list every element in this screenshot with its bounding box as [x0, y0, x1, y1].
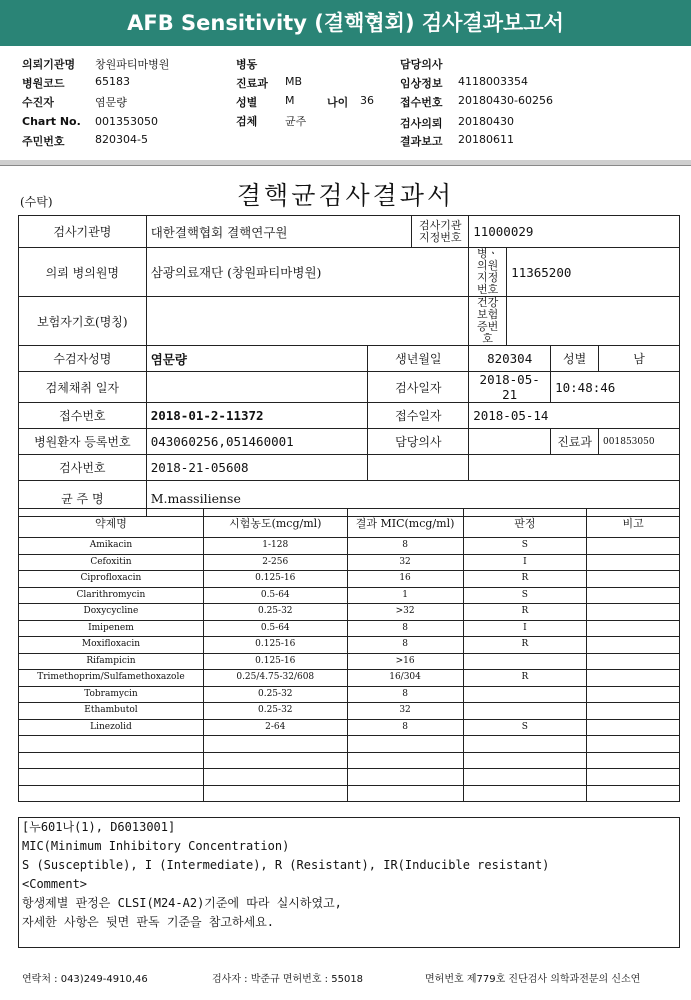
reg-no-label: 병원환자 등록번호 — [19, 429, 147, 455]
drug-name-cell: Tobramycin — [19, 686, 204, 703]
hospital-code-value: 65183 — [95, 75, 130, 88]
chart-value: 001353050 — [95, 115, 158, 128]
report-title: AFB Sensitivity (결핵협회) 검사결과보고서 — [127, 11, 564, 35]
interpretation-cell: R — [463, 637, 587, 654]
mic-cell: 32 — [347, 554, 463, 571]
drug-sensitivity-table — [18, 508, 680, 802]
consignment-mark: (수탁) — [20, 195, 53, 209]
drug-name-cell: Amikacin — [19, 538, 204, 555]
drug-name-cell: Doxycycline — [19, 604, 204, 621]
resident-value: 820304-5 — [95, 133, 148, 146]
dept-label-cell: 진료과 — [551, 429, 599, 455]
receipt-no-label: 접수번호 — [19, 403, 147, 429]
receipt-date-value: 2018-05-14 — [469, 403, 680, 429]
age-value: 36 — [360, 94, 374, 107]
mic-cell: 8 — [347, 538, 463, 555]
mic-cell: 16 — [347, 571, 463, 588]
test-no-value: 2018-21-05608 — [146, 455, 368, 481]
concentration-cell: 0.125-16 — [203, 653, 347, 670]
interpretation-cell — [463, 785, 587, 802]
patient-name-label: 수검자성명 — [19, 346, 147, 372]
table-row — [19, 670, 680, 687]
hospital-label: 의뢰 병의원명 — [19, 248, 147, 297]
strain-value: M.massiliense — [146, 481, 679, 517]
comment-heading: <Comment> — [22, 877, 88, 891]
drug-name-cell — [19, 752, 204, 769]
dob-label: 생년월일 — [368, 346, 469, 372]
institution-value: 창원파티마병원 — [95, 58, 170, 71]
interpretation-cell: I — [463, 620, 587, 637]
lab-name-label: 검사기관명 — [19, 216, 147, 248]
interpretation-cell: R — [463, 604, 587, 621]
receipt-date-label: 접수일자 — [368, 403, 469, 429]
chart-label: Chart No. — [22, 115, 81, 128]
age-label: 나이 — [327, 96, 349, 109]
remark-cell — [587, 670, 680, 687]
doctor-label-cell: 담당의사 — [368, 429, 469, 455]
remark-cell — [587, 719, 680, 736]
remark-cell — [587, 554, 680, 571]
mic-cell: 8 — [347, 719, 463, 736]
concentration-cell: 0.5-64 — [203, 620, 347, 637]
doctor-value-cell — [469, 429, 551, 455]
concentration-cell: 0.125-16 — [203, 637, 347, 654]
concentration-cell — [203, 785, 347, 802]
header-mic: 결과 MIC(mcg/ml) — [347, 509, 463, 538]
patient-value: 염문량 — [95, 96, 127, 109]
receipt-label: 접수번호 — [400, 96, 443, 109]
doctor-label: 담당의사 — [400, 58, 443, 71]
footer-license: 면허번호 제779호 진단검사 의학과전문의 신소연 — [425, 974, 641, 985]
remark-cell — [587, 571, 680, 588]
interpretation-cell — [463, 752, 587, 769]
patient-label: 수진자 — [22, 96, 54, 109]
concentration-cell — [203, 769, 347, 786]
insurer-value — [146, 297, 469, 346]
test-no-label: 검사번호 — [19, 455, 147, 481]
resident-label: 주민번호 — [22, 135, 65, 148]
mic-cell — [347, 736, 463, 753]
sex-label-cell: 성별 — [551, 346, 599, 372]
strain-label: 균 주 명 — [19, 481, 147, 517]
table-row — [19, 587, 680, 604]
drug-name-cell: Ciprofloxacin — [19, 571, 204, 588]
hospital-no-label: 병ㆍ의원 지정번호 — [469, 248, 507, 297]
interpretation-cell: S — [463, 587, 587, 604]
concentration-cell — [203, 752, 347, 769]
remark-cell — [587, 604, 680, 621]
table-row — [19, 571, 680, 588]
comment-text-1: 항생제별 판정은 CLSI(M24-A2)기준에 따라 실시하였고, — [22, 896, 342, 910]
interpretation-cell: R — [463, 670, 587, 687]
remark-cell — [587, 587, 680, 604]
lab-no-value: 11000029 — [469, 216, 680, 248]
footer-contact: 연락처 : 043)249-4910,46 — [22, 974, 148, 985]
table-row — [19, 554, 680, 571]
divider-line — [0, 165, 691, 166]
concentration-cell — [203, 736, 347, 753]
hospital-value: 삼광의료재단 (창원파티마병원) — [146, 248, 469, 297]
drug-name-cell: Moxifloxacin — [19, 637, 204, 654]
dob-value: 820304 — [469, 346, 551, 372]
concentration-cell: 0.5-64 — [203, 587, 347, 604]
drug-name-cell: Clarithromycin — [19, 587, 204, 604]
request-value: 20180430 — [458, 115, 514, 128]
concentration-cell: 0.25-32 — [203, 703, 347, 720]
mic-cell: 8 — [347, 620, 463, 637]
concentration-cell: 2-64 — [203, 719, 347, 736]
insured-no-label: 건강보험 증번호 — [469, 297, 507, 346]
drug-name-cell — [19, 769, 204, 786]
mic-cell — [347, 769, 463, 786]
table-row — [19, 620, 680, 637]
comment-box — [18, 817, 680, 948]
test-time-value: 10:48:46 — [551, 372, 680, 403]
drug-name-cell — [19, 736, 204, 753]
receipt-no-value: 2018-01-2-11372 — [146, 403, 368, 429]
dept-value-cell: 001853050 — [599, 429, 680, 455]
mic-cell: >16 — [347, 653, 463, 670]
result-form-table — [18, 215, 680, 517]
table-row — [19, 752, 680, 769]
specimen-value: 균주 — [285, 115, 307, 128]
comment-code: [누601나(1), D6013001] — [22, 820, 176, 834]
header-remark: 비고 — [587, 509, 680, 538]
concentration-cell: 0.125-16 — [203, 571, 347, 588]
interpretation-cell — [463, 686, 587, 703]
lab-name-value: 대한결핵협회 결핵연구원 — [146, 216, 412, 248]
drug-name-cell: Imipenem — [19, 620, 204, 637]
hospital-no-value: 11365200 — [507, 248, 680, 297]
mic-cell — [347, 752, 463, 769]
header-concentration: 시험농도(mcg/ml) — [203, 509, 347, 538]
receipt-value: 20180430-60256 — [458, 94, 553, 107]
document-title: 결핵균검사결과서 — [236, 181, 455, 210]
remark-cell — [587, 620, 680, 637]
remark-cell — [587, 653, 680, 670]
report-value: 20180611 — [458, 133, 514, 146]
remark-cell — [587, 736, 680, 753]
table-row — [19, 719, 680, 736]
insured-no-value — [507, 297, 680, 346]
interpretation-cell: R — [463, 571, 587, 588]
concentration-cell: 0.25-32 — [203, 686, 347, 703]
interpretation-cell — [463, 736, 587, 753]
drug-name-cell: Cefoxitin — [19, 554, 204, 571]
blank-cell-b — [469, 455, 680, 481]
collect-date-value — [146, 372, 368, 403]
table-row — [19, 637, 680, 654]
dept-value: MB — [285, 75, 303, 88]
remark-cell — [587, 752, 680, 769]
drug-name-cell: Linezolid — [19, 719, 204, 736]
clinical-label: 임상정보 — [400, 77, 443, 90]
clinical-value: 4118003354 — [458, 75, 528, 88]
mic-cell — [347, 785, 463, 802]
test-date-value: 2018-05-21 — [469, 372, 551, 403]
institution-label: 의뢰기관명 — [22, 58, 76, 71]
mic-cell: 32 — [347, 703, 463, 720]
mic-cell: 1 — [347, 587, 463, 604]
drug-name-cell: Ethambutol — [19, 703, 204, 720]
interpretation-cell: I — [463, 554, 587, 571]
drug-name-cell — [19, 785, 204, 802]
lab-no-label: 검사기관 지정번호 — [412, 216, 469, 248]
interpretation-cell: S — [463, 538, 587, 555]
concentration-cell: 0.25/4.75-32/608 — [203, 670, 347, 687]
comment-mic: MIC(Minimum Inhibitory Concentration) — [22, 839, 290, 853]
remark-cell — [587, 637, 680, 654]
remark-cell — [587, 785, 680, 802]
table-row — [19, 604, 680, 621]
concentration-cell: 1-128 — [203, 538, 347, 555]
comment-text-2: 자세한 사항은 뒷면 판독 기준을 참고하세요. — [22, 915, 275, 929]
hospital-code-label: 병원코드 — [22, 77, 65, 90]
remark-cell — [587, 686, 680, 703]
interpretation-cell — [463, 653, 587, 670]
remark-cell — [587, 769, 680, 786]
patient-name-value: 염문량 — [146, 346, 368, 372]
table-row — [19, 769, 680, 786]
drug-name-cell: Trimethoprim/Sulfamethoxazole — [19, 670, 204, 687]
sex-value-cell: 남 — [599, 346, 680, 372]
remark-cell — [587, 703, 680, 720]
header-drug: 약제명 — [19, 509, 204, 538]
sex-label: 성별 — [236, 96, 258, 109]
mic-cell: 8 — [347, 686, 463, 703]
table-row — [19, 703, 680, 720]
test-date-label: 검사일자 — [368, 372, 469, 403]
comment-legend: S (Susceptible), I (Intermediate), R (Resistant), IR(Inducible resistant) — [22, 858, 550, 872]
blank-cell-a — [368, 455, 469, 481]
concentration-cell: 0.25-32 — [203, 604, 347, 621]
table-row — [19, 686, 680, 703]
reg-no-value: 043060256,051460001 — [146, 429, 368, 455]
report-header — [0, 0, 691, 46]
mic-cell: 16/304 — [347, 670, 463, 687]
header-interpretation: 판정 — [463, 509, 587, 538]
interpretation-cell — [463, 769, 587, 786]
sex-value: M — [285, 94, 295, 107]
remark-cell — [587, 538, 680, 555]
collect-date-label: 검체채취 일자 — [19, 372, 147, 403]
specimen-label: 검체 — [236, 115, 258, 128]
drug-name-cell: Rifampicin — [19, 653, 204, 670]
report-label: 결과보고 — [400, 135, 443, 148]
footer-examiner: 검사자 : 박준규 면허번호 : 55018 — [212, 974, 364, 985]
table-row — [19, 538, 680, 555]
mic-cell: >32 — [347, 604, 463, 621]
mic-cell: 8 — [347, 637, 463, 654]
interpretation-cell: S — [463, 719, 587, 736]
table-row — [19, 785, 680, 802]
ward-label: 병동 — [236, 58, 258, 71]
dept-label: 진료과 — [236, 77, 268, 90]
interpretation-cell — [463, 703, 587, 720]
concentration-cell: 2-256 — [203, 554, 347, 571]
request-label: 검사의뢰 — [400, 117, 443, 130]
table-row — [19, 653, 680, 670]
insurer-label: 보험자기호(명칭) — [19, 297, 147, 346]
table-row — [19, 736, 680, 753]
